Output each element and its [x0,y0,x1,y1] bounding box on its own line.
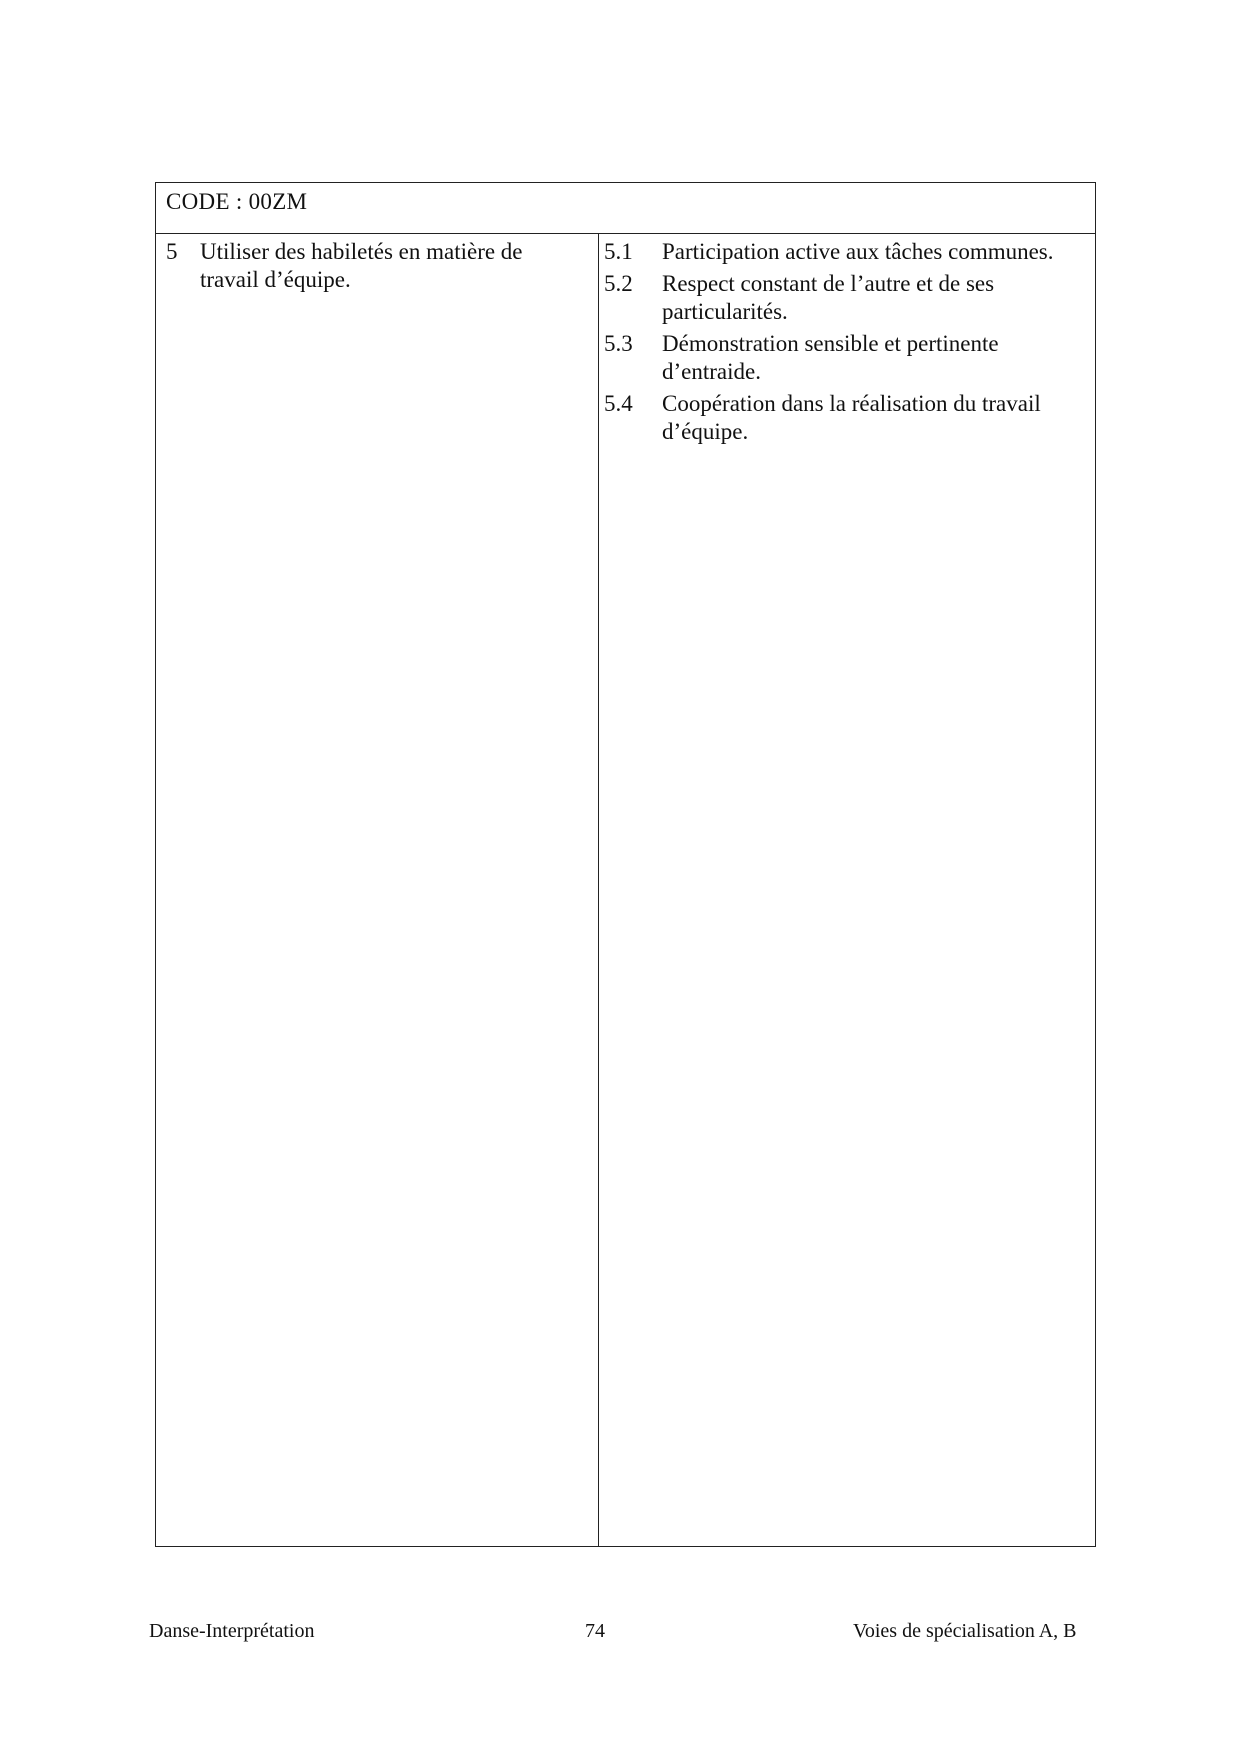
criterion-text: Démonstration sensible et pertinente d’entraide. [662,331,999,384]
criterion-number: 5.2 [604,271,633,296]
criterion-item [604,270,1094,326]
competency-text: Utiliser des habiletés en matière de travail d’équipe. [200,239,523,292]
competency-column [166,238,586,298]
criterion-text: Coopération dans la réalisation du travail d’équipe. [662,391,1041,444]
criterion-text: Participation active aux tâches communes. [662,239,1054,264]
criterion-text: Respect constant de l’autre et de ses particularités. [662,271,995,324]
competency-table [155,182,1096,1547]
column-divider [598,234,599,1546]
criterion-number: 5.4 [604,391,633,416]
criterion-number: 5.3 [604,331,633,356]
competency-item [166,238,586,294]
competency-number: 5 [166,239,178,264]
footer-page-number: 74 [585,1620,605,1642]
criteria-column [604,238,1094,450]
criterion-item [604,238,1094,266]
criterion-item [604,390,1094,446]
footer-program-title: Danse-Interprétation [149,1620,315,1642]
footer-specialization: Voies de spécialisation A, B [853,1620,1077,1642]
criterion-number: 5.1 [604,239,633,264]
code-header: CODE : 00ZM [156,183,1095,234]
criterion-item [604,330,1094,386]
